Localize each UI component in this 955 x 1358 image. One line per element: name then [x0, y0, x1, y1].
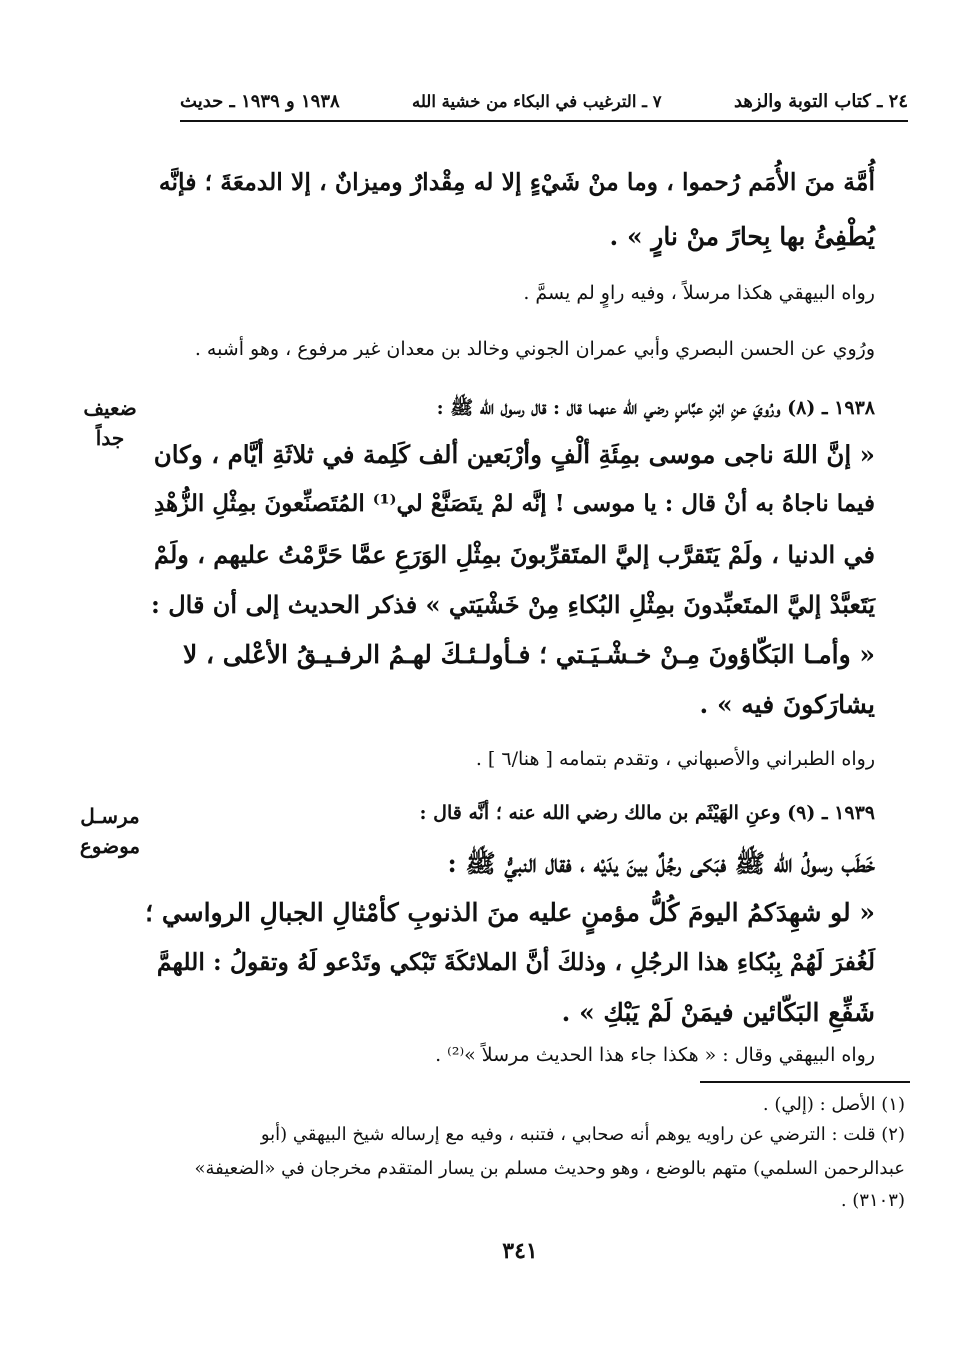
intro-note-2: ورُوي عن الحسن البصري وأبي عمران الجوني وخالد بن معدان غير مرفوع ، وهو أشبه . [194, 338, 875, 360]
header-book-title: ٢٤ ـ كتاب التوبة والزهد [733, 90, 908, 112]
footnote-2-line-3: (٣١٠٣) . [840, 1190, 905, 1211]
footnote-2-line-2: عبدالرحمن السلمي) متهم بالوضع ، وهو وحديث مسلم بن يسار المتقدم مخرجان في «الضعيفة» [194, 1158, 905, 1179]
footnote-divider [700, 1081, 910, 1083]
grade-1939-line-2: موضوع [79, 834, 141, 858]
grade-1939 [70, 801, 150, 861]
hadith-1939-line-2: خَطَب رسولُ الله ﷺ فبَكى رجُلٌ بينَ يدَيْه ، فقال النبيُّ ﷺ : [447, 849, 875, 878]
hadith-1938-line-1: ١٩٣٨ ـ (٨) ورُويَ عنِ ابْنِ عبَّاسٍ رضي الله عنهما قال : قال رسول الله ﷺ : [436, 397, 875, 419]
hadith-1939-line-4: لَغُفرَ لَهُمْ بِبُكاءِ هذا الرجُلِ ، وذلكَ أنَّ الملائكَةَ تَبْكي وتَدْعو لَهُ وتقولُ : اللهمَّ [156, 948, 875, 976]
grade-1939-line-1: مرسـل [80, 804, 140, 828]
intro-line-1: أُمَّة منَ الأُمَم رُحموا ، وما منْ شَيْءٍ إلا له مِقْدارٌ وميزانٌ ، إلا الدمعَةَ ؛ فإنَّه [158, 168, 875, 196]
hadith-1939-line-1: ١٩٣٩ ـ (٩) وعنِ الهَيْثَم بن مالك رضي الله عنه ؛ أنَّه قال : [419, 802, 875, 824]
intro-note-1: رواه البيهقي هكذا مرسلاً ، وفيه راوٍ لم يسمَّ . [523, 282, 875, 304]
intro-line-2: يُطْفِئُ بها بِحارً منْ نارٍ » . [609, 222, 875, 251]
header-divider [180, 120, 908, 122]
grade-1938-line-1: ضعيف [83, 396, 137, 420]
header-chapter-title: ٧ ـ الترغيب في البكاء من خشية الله [412, 91, 662, 111]
page-number: ٣٤١ [502, 1238, 538, 1264]
hadith-1939-line-5: شَفِّعِ البَكّائين فيمَنْ لَمْ يَبْكِ » . [561, 998, 875, 1027]
hadith-1938-line-4: في الدنيا ، ولَمْ يَتَقرَّب إليَّ المتَقرِّبونَ بمِثْلِ الوَرَعِ عمَّا حَرَّمْتُ عليهم ، ولَمْ [153, 540, 875, 569]
grade-1938 [70, 393, 150, 453]
hadith-1938-line-2: « إنَّ اللهَ ناجى موسى بمِئَةِ ألْفٍ وأرْبَعين ألف كَلِمة في ثلاثَةِ أيَّام ، وكان [153, 440, 875, 469]
grade-1938-line-2: جداً [95, 426, 125, 450]
hadith-1938-line-3: فيما ناجاهُ به أنْ قال : يا موسى ! إنَّه لمْ يتَصَنَّعْ لي⁽¹⁾ المُتَصنِّعونَ بمِثْلِ الزُّهْدِ [153, 490, 875, 517]
footnote-2-line-1: (٢) قلت : الترضي عن راويه يوهم أنه صحابي ، فتنبه ، وفيه مع إرساله شيخ البيهقي (أبو [260, 1124, 905, 1145]
hadith-1938-line-6: « وأمـا البَكّاؤونَ مِـنْ خـشْـيَـتي ؛ فـأولـئـكَ لهـمُ الرفـيـقُ الأعْلى ، لا [183, 640, 875, 669]
hadith-1938-line-5: يَتَعبَّدْ إليَّ المتَعبِّدونَ بمِثْلِ البُكاءِ مِنْ خَشْيَتي » فذكر الحديث إلى أن قال : [151, 590, 875, 619]
footnote-1: (١) الأصل : (إلي) . [762, 1094, 905, 1115]
hadith-1938-line-7: يشارَكونَ فيه » . [699, 690, 875, 719]
hadith-1938-source: رواه الطبراني والأصبهاني ، وتقدم بتمامه [ هنا/٦ ] . [475, 748, 875, 770]
hadith-1939-source: رواه البيهقي وقال : « هكذا جاء هذا الحديث مرسلاً »⁽²⁾ . [435, 1044, 875, 1066]
hadith-1939-line-3: « لو شهِدَكمُ اليومَ كُلُّ مؤمنٍ عليه منَ الذنوبِ كأمْثالِ الجبالِ الرواسي ؛ [145, 898, 875, 927]
running-header [180, 86, 908, 116]
header-hadith-range: ١٩٣٨ و ١٩٣٩ ـ حديث [180, 90, 340, 112]
